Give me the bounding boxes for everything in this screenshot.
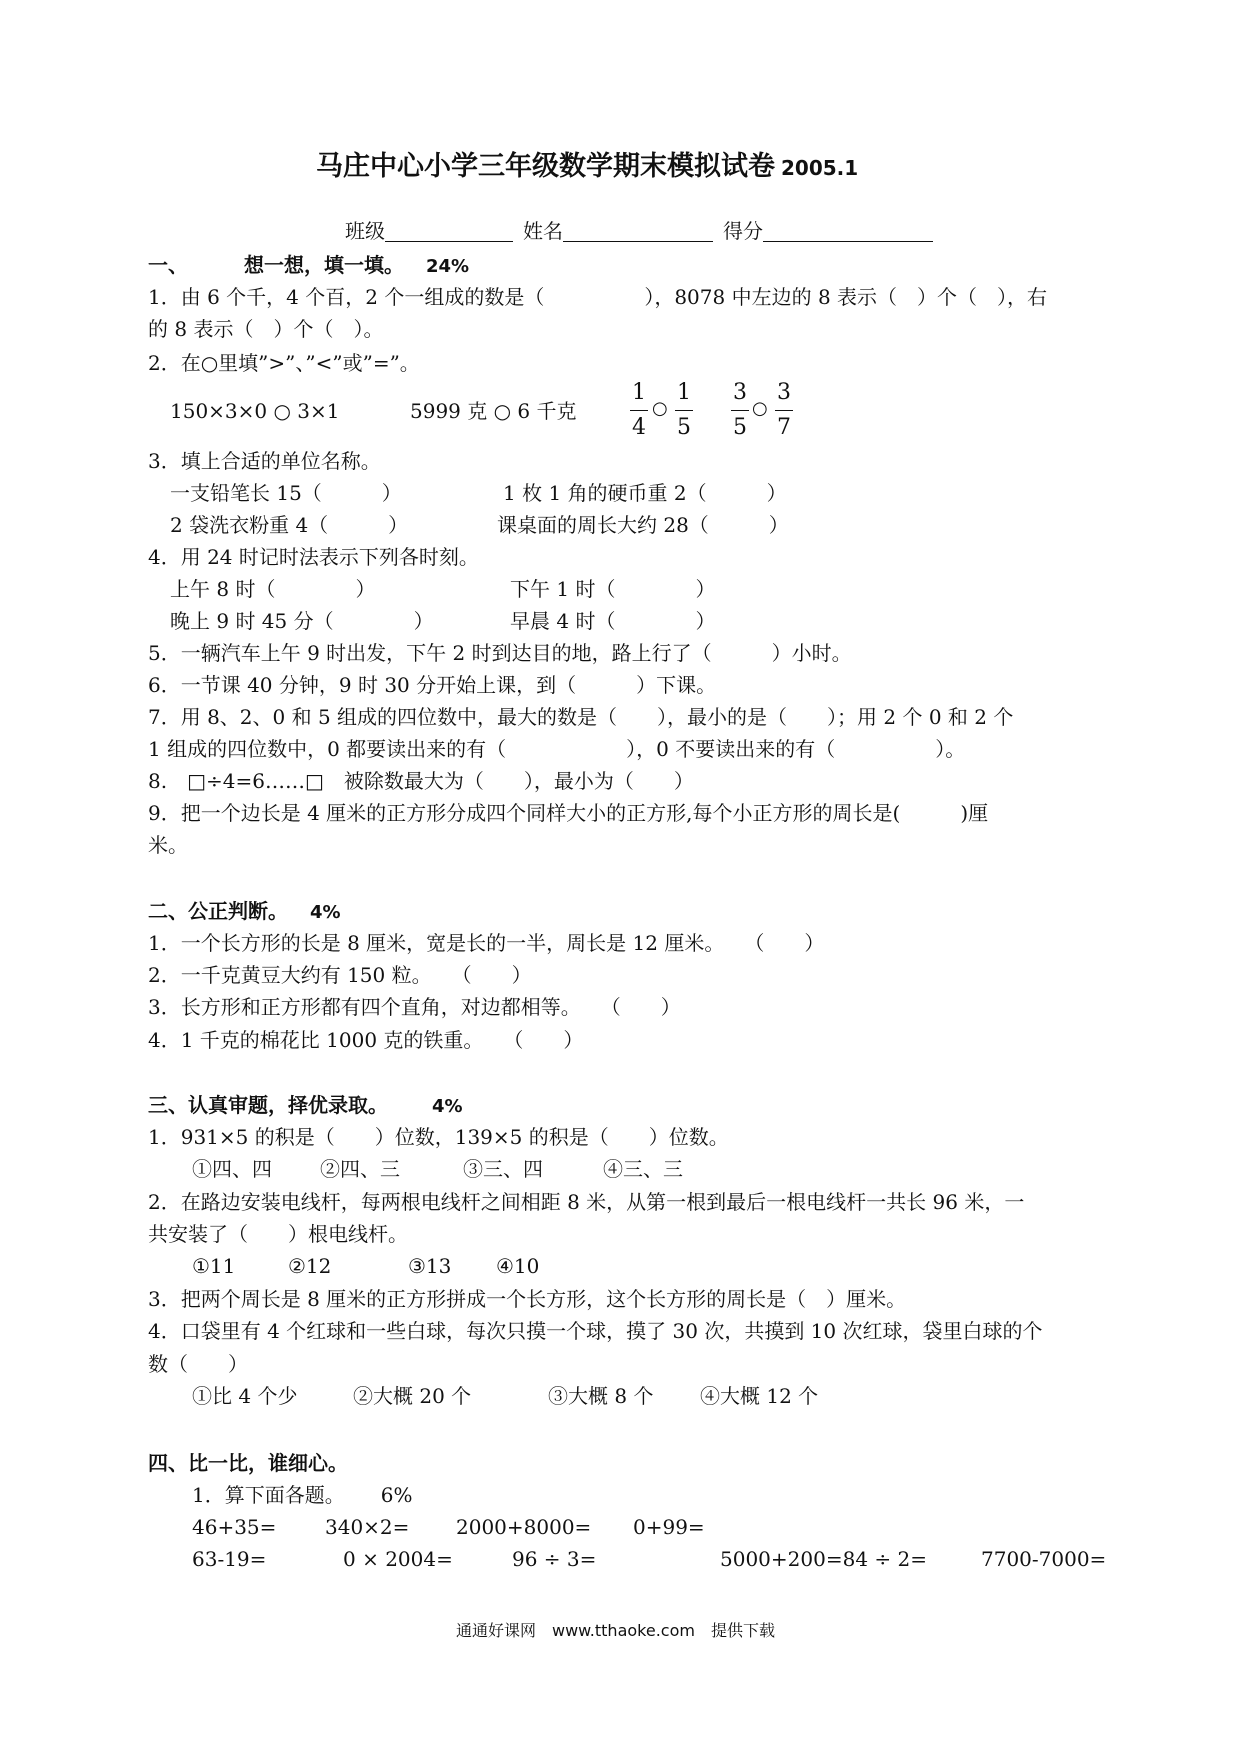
compare-circle: ○ — [652, 398, 668, 419]
fraction-1-4 — [627, 378, 651, 443]
section-2-score: 4% — [310, 902, 341, 923]
calc-item: 63-19= — [192, 1547, 267, 1571]
p1-q9-line2: 米。 — [148, 833, 188, 857]
title-text: 马庄中心小学三年级数学期末模拟试卷 — [316, 151, 775, 182]
fraction-denominator: 7 — [777, 415, 791, 440]
calc-item: 0 × 2004= — [343, 1547, 453, 1571]
p1-q3b: 1 枚 1 角的硬币重 2（ ） — [503, 481, 787, 505]
fraction-numerator: 3 — [777, 380, 791, 405]
student-info-line — [345, 218, 943, 244]
p2-q3: 3．长方形和正方形都有四个直角，对边都相等。 （ ） — [148, 995, 681, 1019]
calc-item: 7700-7000= — [981, 1547, 1107, 1571]
exam-title — [316, 150, 858, 185]
fraction-numerator: 1 — [632, 380, 646, 405]
p3-q4-option: ②大概 20 个 — [353, 1384, 472, 1408]
p1-q7-line1: 7．用 8、2、0 和 5 组成的四位数中，最大的数是（ ），最小的是（ ）；用 2 个 0 和 2 个 — [148, 705, 1014, 729]
p4-q1-score: 6% — [380, 1483, 413, 1507]
p3-q3: 3．把两个周长是 8 厘米的正方形拼成一个长方形，这个长方形的周长是（ ）厘米。 — [148, 1287, 907, 1311]
section-1-score: 24% — [426, 256, 470, 277]
fraction-denominator: 4 — [632, 415, 646, 440]
section-1-label: 一、 — [148, 253, 188, 277]
score-label: 得分 — [723, 219, 763, 243]
p1-q6: 6．一节课 40 分钟，9 时 30 分开始上课，到（ ）下课。 — [148, 673, 717, 697]
title-year: 2005.1 — [781, 156, 859, 180]
calc-item: 0+99= — [633, 1515, 705, 1539]
p3-q1-option: ④三、三 — [603, 1157, 683, 1181]
p2-q1: 1．一个长方形的长是 8 厘米，宽是长的一半，周长是 12 厘米。 （ ） — [148, 931, 825, 955]
name-blank — [563, 219, 713, 242]
p4-q1 — [192, 1482, 412, 1508]
p3-q2-option: ④10 — [496, 1254, 540, 1278]
p1-q2-expr1: 150×3×0 ○ 3×1 — [170, 399, 340, 423]
p2-q4: 4．1 千克的棉花比 1000 克的铁重。 （ ） — [148, 1028, 584, 1052]
p1-q4a: 上午 8 时（ ） — [170, 577, 376, 601]
p1-q4b: 下午 1 时（ ） — [510, 577, 716, 601]
p1-q3c: 2 袋洗衣粉重 4（ ） — [170, 513, 409, 537]
calc-item: 2000+8000= — [456, 1515, 592, 1539]
p3-q4-option: ④大概 12 个 — [700, 1384, 819, 1408]
p3-q1-option: ②四、三 — [320, 1157, 400, 1181]
fraction-3-5 — [728, 378, 752, 443]
p1-q8: 8. □÷4=6……□ 被除数最大为（ ），最小为（ ） — [148, 769, 694, 793]
p3-q2-option: ①11 — [192, 1254, 236, 1278]
class-label: 班级 — [345, 219, 385, 243]
p1-q3: 3．填上合适的单位名称。 — [148, 449, 381, 473]
p1-q9-line1: 9．把一个边长是 4 厘米的正方形分成四个同样大小的正方形,每个小正方形的周长是( )厘 — [148, 801, 989, 825]
fraction-numerator: 3 — [733, 380, 747, 405]
p2-q2: 2．一千克黄豆大约有 150 粒。 （ ） — [148, 963, 532, 987]
compare-circle: ○ — [752, 398, 768, 419]
section-1-title: 想一想，填一填。 — [244, 253, 404, 277]
fraction-3-7 — [772, 378, 796, 443]
p1-q3d: 课桌面的周长大约 28（ ） — [497, 513, 789, 537]
p3-q4-line2: 数（ ） — [148, 1352, 248, 1376]
p4-q1-text: 1．算下面各题。 — [192, 1483, 345, 1507]
p1-q4d: 早晨 4 时（ ） — [510, 609, 716, 633]
calc-item: 5000+200=84 ÷ 2= — [720, 1547, 927, 1571]
p1-q4: 4．用 24 时记时法表示下列各时刻。 — [148, 545, 479, 569]
p3-q2-line2: 共安装了（ ）根电线杆。 — [148, 1222, 408, 1246]
p3-q1-option: ①四、四 — [192, 1157, 272, 1181]
section-3-heading — [148, 1092, 463, 1120]
p3-q2-option: ②12 — [288, 1254, 332, 1278]
name-label: 姓名 — [523, 219, 563, 243]
fraction-1-5 — [672, 378, 696, 443]
p3-q4-option: ③大概 8 个 — [548, 1384, 654, 1408]
p3-q4-line1: 4．口袋里有 4 个红球和一些白球，每次只摸一个球，摸了 30 次，共摸到 10 次红球，袋里白球的个 — [148, 1319, 1043, 1343]
class-blank — [385, 219, 513, 242]
section-3-title: 三、认真审题，择优录取。 — [148, 1093, 388, 1117]
p1-q3a: 一支铅笔长 15（ ） — [170, 481, 402, 505]
calc-item: 96 ÷ 3= — [512, 1547, 597, 1571]
section-4-heading: 四、比一比，谁细心。 — [148, 1451, 348, 1475]
fraction-numerator: 1 — [677, 380, 691, 405]
calc-item: 340×2= — [325, 1515, 410, 1539]
score-blank — [763, 219, 933, 242]
p3-q1: 1．931×5 的积是（ ）位数，139×5 的积是（ ）位数。 — [148, 1125, 729, 1149]
section-2-title: 二、公正判断。 — [148, 899, 288, 923]
p1-q2-expr2: 5999 克 ○ 6 千克 — [410, 399, 577, 423]
p1-q2: 2．在○里填”>”、”<”或”=”。 — [148, 351, 420, 375]
p3-q2-line1: 2．在路边安装电线杆，每两根电线杆之间相距 8 米，从第一根到最后一根电线杆一共长 96 米，一 — [148, 1190, 1025, 1214]
footer-source: 通通好课网 www.tthaoke.com 提供下载 — [456, 1621, 775, 1640]
p3-q4-option: ①比 4 个少 — [192, 1384, 298, 1408]
calc-item: 46+35= — [192, 1515, 277, 1539]
section-2-heading — [148, 898, 341, 926]
p1-q5: 5．一辆汽车上午 9 时出发，下午 2 时到达目的地，路上行了（ ）小时。 — [148, 641, 852, 665]
p1-q1-line2: 的 8 表示（ ）个（ ）。 — [148, 317, 384, 341]
p1-q4c: 晚上 9 时 45 分（ ） — [170, 609, 434, 633]
p1-q7-line2: 1 组成的四位数中，0 都要读出来的有（ ），0 不要读出来的有（ ）。 — [148, 737, 966, 761]
p1-q1-line1: 1．由 6 个千，4 个百，2 个一组成的数是（ ），8078 中左边的 8 表示（ ）个（ ），右 — [148, 285, 1048, 309]
section-1-heading — [148, 252, 469, 280]
fraction-denominator: 5 — [677, 415, 691, 440]
section-3-score: 4% — [432, 1096, 463, 1117]
p3-q1-option: ③三、四 — [463, 1157, 543, 1181]
p3-q2-option: ③13 — [408, 1254, 452, 1278]
fraction-denominator: 5 — [733, 415, 747, 440]
